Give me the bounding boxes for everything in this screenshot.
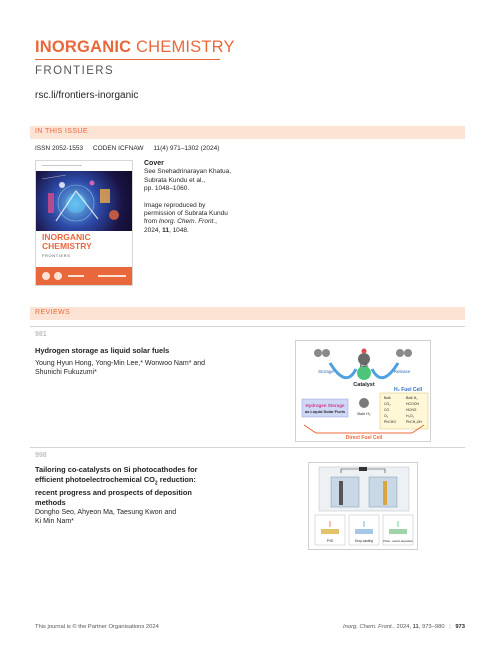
issn: ISSN 2052-1553 [35,145,84,152]
logo-divider [35,59,220,60]
cover-credit-from: from [144,218,159,226]
article-title[interactable]: Hydrogen storage as liquid solar fuels [35,346,170,355]
in-this-issue-bar [30,126,465,139]
cover-authors-line: Subrata Kundu et al., [144,176,206,184]
graphic-table-right-1: HCOOH [406,402,420,406]
cover-image-subtitle: FRONTIERS [42,253,71,258]
graphic-table-right-0: Bulk H₂ [406,396,418,400]
article-title-line3: recent progress and prospects of deposition [35,488,192,498]
cover-art-graphic [36,171,133,231]
cover-image-title [42,233,92,251]
graphic-fuel-cell-label: H₂ Fuel Cell [393,387,423,393]
article-title-line1: Tailoring co-catalysts on Si photocathodes for [35,465,198,474]
graphic-bulk-h2-label: Bulk H₂ [357,411,371,416]
cover-label: Cover [144,160,164,167]
footer-year: , 2024, [393,624,413,630]
graphic-storage-box-line2: as Liquid Solar Fuels [304,409,346,414]
article-title-line4: methods [35,497,66,507]
article-authors [35,359,265,377]
journal-title [35,38,235,56]
cover-credit-line2: permission of Subrata Kundu [144,210,228,218]
volume-pages: 11(4) 971–1302 (2024) [153,145,220,152]
cover-caption [144,160,284,235]
graphic-pvd-label: PVD [326,539,334,543]
cover-credit-comma: , [215,218,217,226]
journal-subname: FRONTIERS [35,65,115,77]
journal-logo [35,38,235,77]
issue-info [35,145,227,152]
article-authors [35,508,265,526]
graphic-table-right-2: HCHO [406,408,417,412]
article-page-number: 998 [35,452,47,459]
article-title-line2-end: reduction: [157,474,196,484]
graphic-table-left-2: CO [384,408,390,412]
footer-citation [343,624,465,630]
graphic-catalyst-label: Catalyst [353,382,375,388]
graphic-table-left-3: O₂ [384,414,389,418]
cover-credit-line3 [144,218,284,226]
cover-credit-journal: Inorg. Chem. Front. [158,218,216,226]
cover-logo-mark [54,272,62,280]
article-authors-line1: Dongho Seo, Ahyeon Ma, Taesung Kwon and [35,509,177,516]
cover-logo-text [98,275,126,277]
in-this-issue-heading: IN THIS ISSUE [35,128,88,135]
journal-name-bold: INORGANIC [35,38,132,56]
cover-credit-volume: 11 [162,226,169,234]
cover-footer-band [36,267,133,285]
article-title-line2-main: efficient photoelectrochemical CO [35,474,155,484]
graphic-table-left-0: Bulk [384,396,391,400]
cover-logo-text [68,275,84,277]
graphic-dropcasting-label: Drop-casting [354,539,374,543]
cover-artwork [36,171,133,231]
article-title[interactable] [35,465,265,507]
graphic-table-left-4: PhCHO [384,420,397,424]
divider [30,447,465,448]
cover-image[interactable] [35,160,133,286]
graphic-storage-box-line1: Hydrogen Storage [305,403,345,408]
cover-header-strip [36,161,133,171]
toc-graphic-photocathode[interactable] [308,462,418,550]
cover-logo-mark [42,272,50,280]
coden: CODEN ICFNAW [92,145,144,152]
toc-graphic-photocathode-svg [309,463,419,551]
footer-journal: Inorg. Chem. Front. [343,624,394,630]
article-title-line2 [35,475,265,489]
graphic-direct-fuel-cell-label: Direct Fuel Cell [345,435,383,441]
footer-volume: 11 [412,624,419,630]
article-authors-line2: Shunichi Fukuzumi* [35,369,97,376]
cover-credit [144,202,284,236]
cover-credit-page: , 1048. [168,226,189,234]
article-authors-line1: Young Hyun Hong, Yong-Min Lee,* Wonwoo Nam* and [35,360,206,367]
cover-image-title-line1: INORGANIC [42,232,91,242]
footer-copyright: This journal is © the Partner Organisations 2024 [35,624,159,630]
footer-pages: , 973–980 [418,624,445,630]
toc-graphic-hydrogen[interactable] [295,340,431,442]
article-title-subscript: 2 [154,479,158,486]
reviews-bar [30,307,465,320]
graphic-table-left-1: CO₂ [384,402,391,406]
graphic-table-right-4: PhCH₂OH [406,420,422,424]
graphic-bulk-label: Bulk [359,363,369,368]
graphic-deposition-label: Photo-, electro-deposition [383,540,413,543]
cover-credit-line4 [144,227,284,235]
footer-separator: | [449,624,451,630]
footer-page-number: 973 [455,624,465,630]
toc-graphic-hydrogen-svg [296,341,432,443]
cover-see-line: See Snehadrinarayan Khatua, [144,168,232,176]
cover-pages: pp. 1048–1060. [144,185,190,193]
reviews-heading: REVIEWS [35,309,71,316]
cover-credit-year: 2024, [144,226,163,234]
cover-image-title-line2: CHEMISTRY [42,241,92,251]
graphic-release-label: Release [393,369,411,374]
article-page-number: 981 [35,331,47,338]
cover-credit-line1: Image reproduced by [144,201,206,209]
graphic-table-right-3: H₂O₂ [406,414,414,418]
divider [30,326,465,327]
graphic-storage-label: Storage [318,369,334,374]
article-authors-line2: Ki Min Nam* [35,518,74,525]
journal-url[interactable]: rsc.li/frontiers-inorganic [35,90,139,101]
journal-name-light: CHEMISTRY [136,38,235,56]
